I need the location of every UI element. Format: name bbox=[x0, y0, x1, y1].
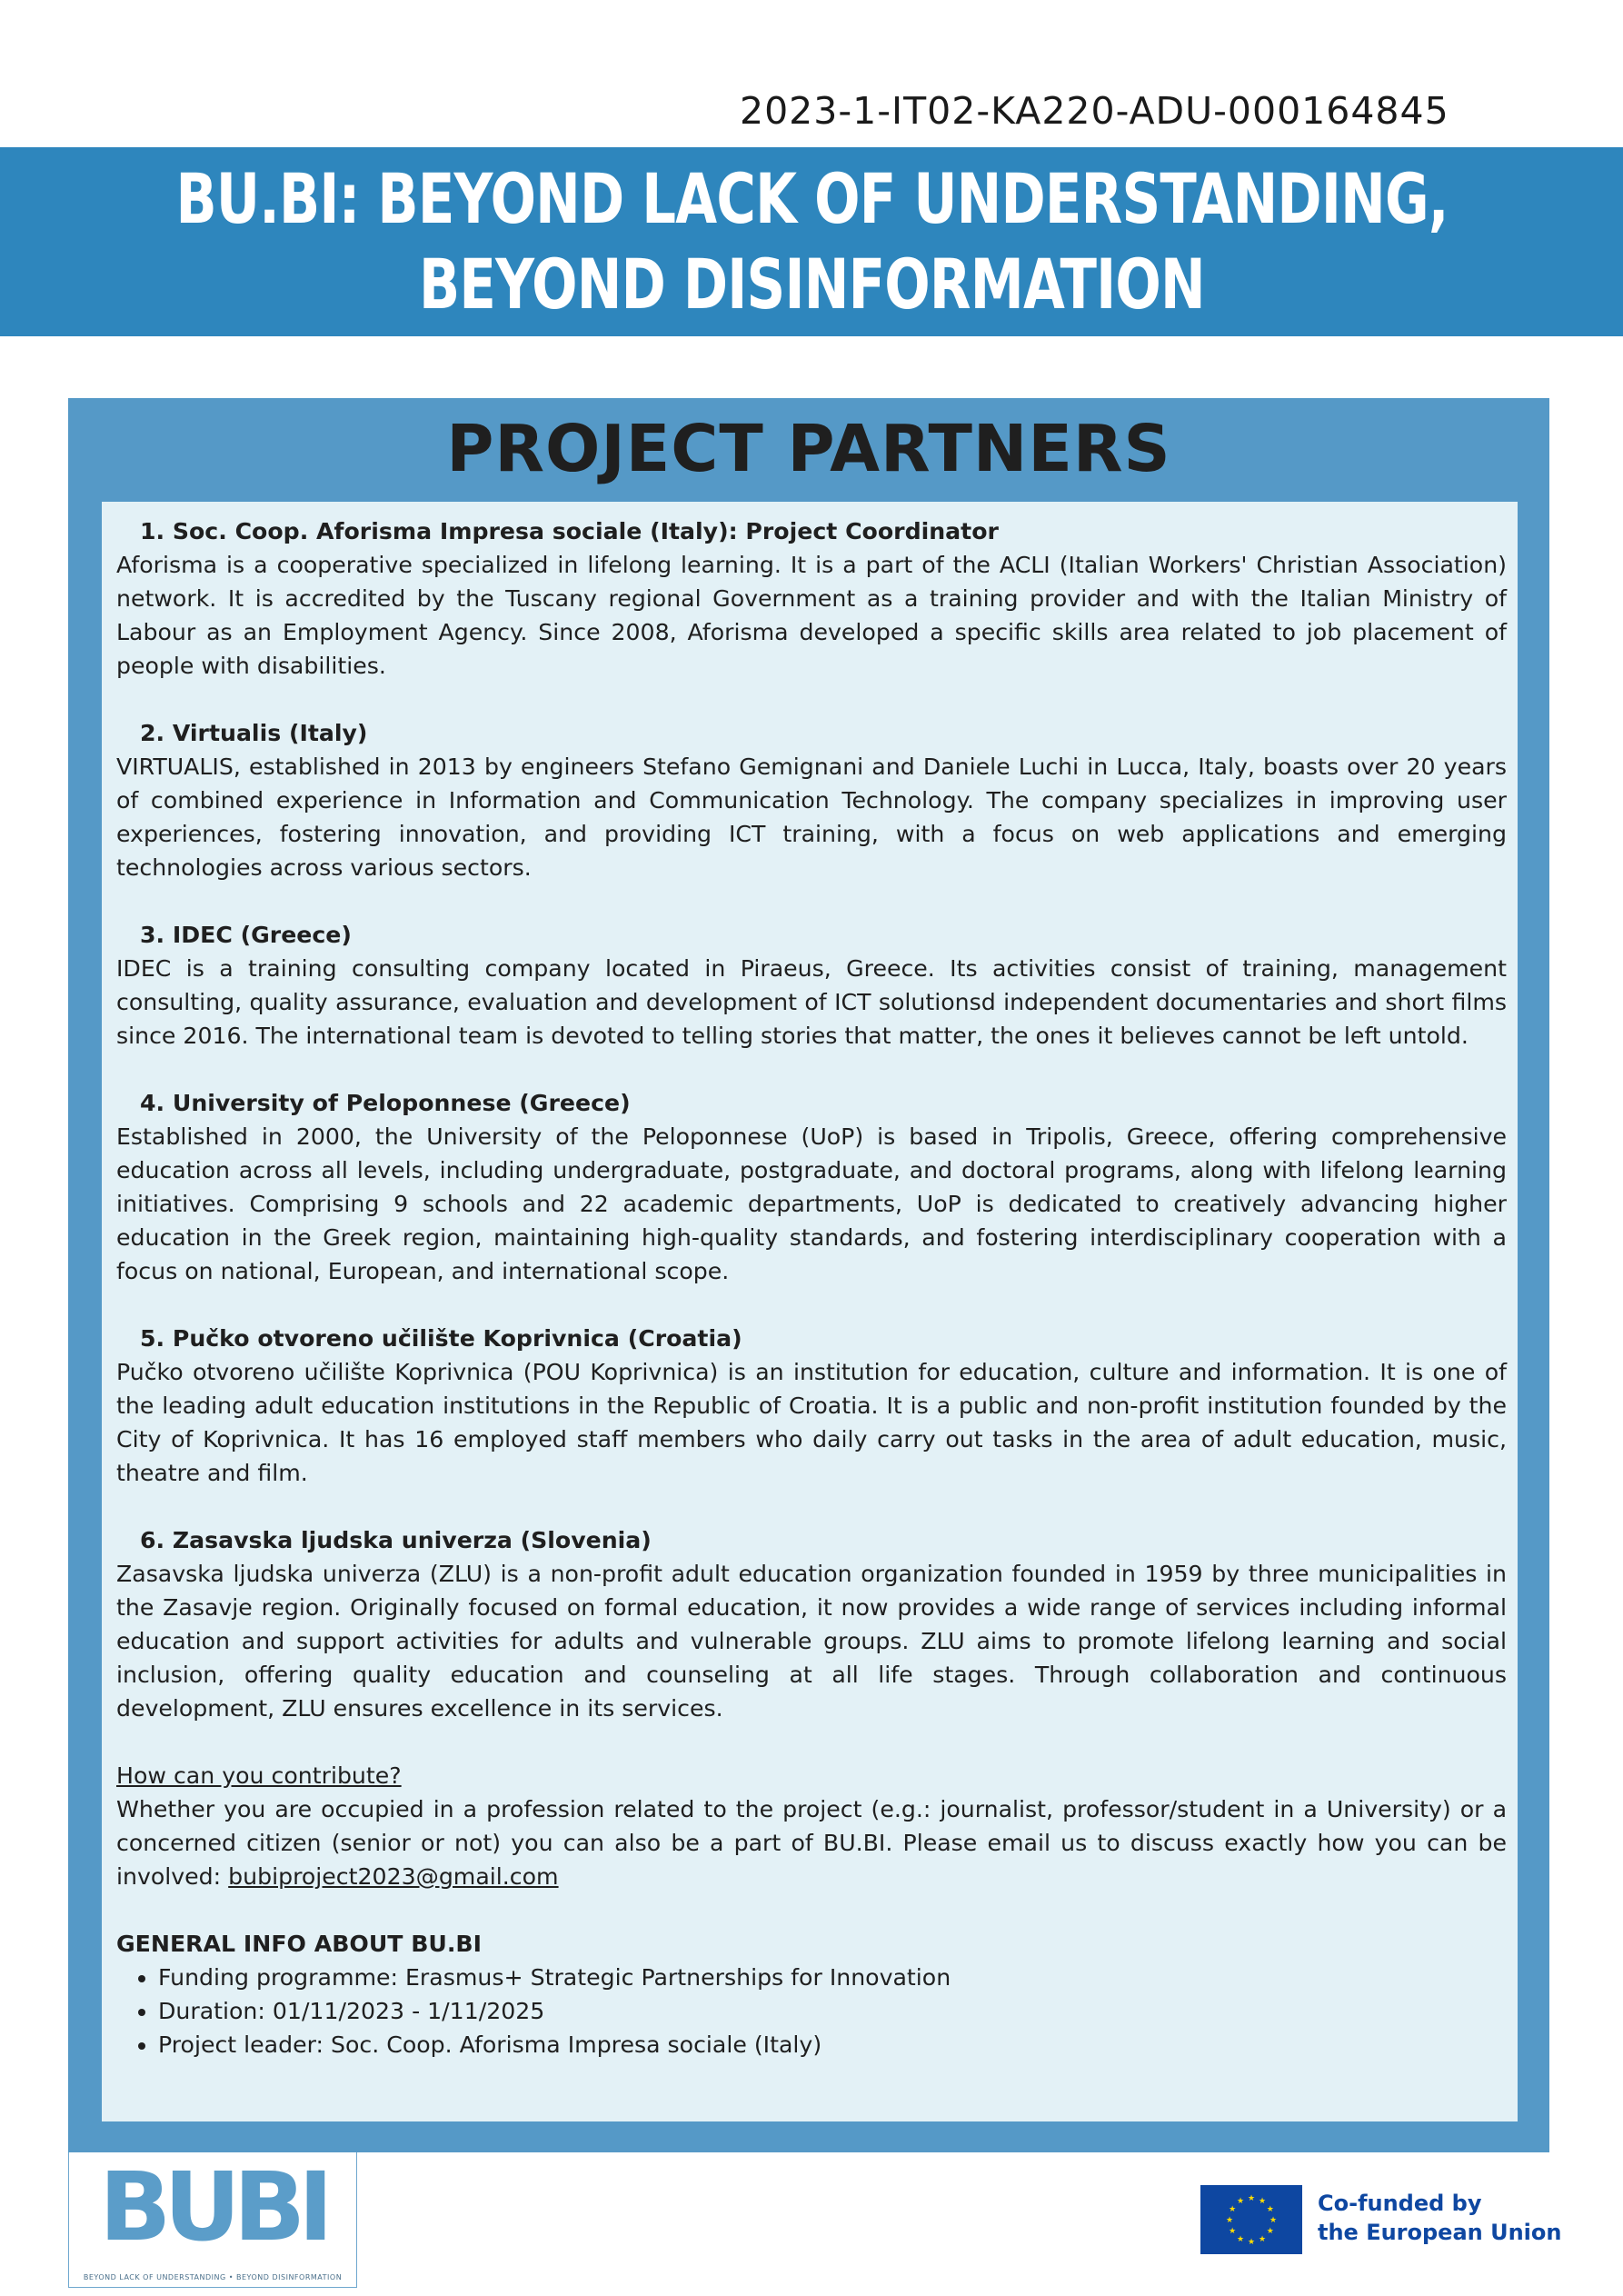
panel-heading: PROJECT PARTNERS bbox=[446, 411, 1171, 486]
contribute-paragraph bbox=[116, 1792, 1507, 1893]
eu-star-icon: ★ bbox=[1247, 2238, 1256, 2247]
partner-text: IDEC is a training consulting company located in Piraeus, Greece. Its activities consist of training, management consulting, quality assurance, evaluation and development of ICT solutionsd independent documentaries and short films since 2016. The international team is devoted to telling stories that matter, the ones it believes cannot be left untold. bbox=[116, 955, 1507, 1049]
partner-title: 5. Pučko otvoreno učilište Koprivnica (Croatia) bbox=[140, 1325, 742, 1352]
eu-cofunded-text bbox=[1318, 2189, 1561, 2247]
partner-title: 1. Soc. Coop. Aforisma Impresa sociale (Italy): Project Coordinator bbox=[140, 518, 999, 544]
eu-star-icon: ★ bbox=[1266, 2205, 1274, 2214]
partner-title: 6. Zasavska ljudska univerza (Slovenia) bbox=[140, 1527, 652, 1553]
partner-text: Aforisma is a cooperative specialized in lifelong learning. It is a part of the ACLI (Italian Workers' Christian Association) network. It is accredited by the Tuscany regional Government as a training provider and with the Italian Ministry of Labour as an Employment Agency. Since 2008, Aforisma developed a specific skills area related to job placement of people with disabilities. bbox=[116, 552, 1507, 679]
eu-star-icon: ★ bbox=[1236, 2197, 1245, 2207]
list-item: • Funding programme: Erasmus+ Strategic Partnerships for Innovation bbox=[158, 1961, 1507, 1994]
eu-star-icon: ★ bbox=[1229, 2205, 1237, 2214]
eu-star-icon: ★ bbox=[1269, 2216, 1278, 2225]
title-band bbox=[0, 147, 1623, 336]
title-line-2: BEYOND DISINFORMATION bbox=[418, 244, 1205, 324]
partner-title: 4. University of Peloponnese (Greece) bbox=[140, 1090, 631, 1116]
eu-star-icon: ★ bbox=[1258, 2197, 1267, 2207]
project-id: 2023-1-IT02-KA220-ADU-000164845 bbox=[740, 89, 1449, 133]
bubi-logo bbox=[68, 2152, 357, 2288]
eu-star-icon: ★ bbox=[1266, 2227, 1274, 2236]
eu-star-icon: ★ bbox=[1236, 2234, 1245, 2244]
list-item: • Project leader: Soc. Coop. Aforisma Impresa sociale (Italy) bbox=[158, 2028, 1507, 2061]
title-line-1: BU.BI: BEYOND LACK OF UNDERSTANDING, bbox=[174, 158, 1449, 239]
eu-line-1: Co-funded by bbox=[1318, 2191, 1482, 2216]
general-info-list bbox=[116, 1961, 1507, 2061]
partner-text: Zasavska ljudska univerza (ZLU) is a non-profit adult education organization founded in 1959 by three municipalities in the Zasavje region. Originally focused on formal education, it now provides a wide range of services including informal education and support activities for adults and vulnerable groups. ZLU aims to promote lifelong learning and social inclusion, offering quality education and counseling at all life stages. Through collaboration and continuous development, ZLU ensures excellence in its services. bbox=[116, 1561, 1507, 1722]
email-link[interactable]: bubiproject2023@gmail.com bbox=[228, 1863, 559, 1890]
eu-star-icon: ★ bbox=[1225, 2216, 1234, 2225]
partner-text: Pučko otvoreno učilište Koprivnica (POU Koprivnica) is an institution for education, culture and information. It is one of the leading adult education institutions in the Republic of Croatia. It is a public and non-profit institution founded by the City of Koprivnica. It has 16 employed staff members who daily carry out tasks in the area of adult education, music, theatre and film. bbox=[116, 1359, 1507, 1486]
partners-content bbox=[116, 514, 1507, 2061]
list-item: • Duration: 01/11/2023 - 1/11/2025 bbox=[158, 1994, 1507, 2028]
contribute-title: How can you contribute? bbox=[116, 1762, 402, 1789]
bubi-logo-word: BUBI bbox=[99, 2151, 326, 2262]
eu-star-icon: ★ bbox=[1247, 2194, 1256, 2203]
bubi-logo-tagline: BEYOND LACK OF UNDERSTANDING • BEYOND DISINFORMATION bbox=[83, 2273, 343, 2281]
eu-line-2: the European Union bbox=[1318, 2220, 1562, 2245]
eu-star-icon: ★ bbox=[1229, 2227, 1237, 2236]
eu-flag-icon bbox=[1200, 2185, 1302, 2254]
partner-text: Established in 2000, the University of the Peloponnese (UoP) is based in Tripolis, Greece, offering comprehensive education across all levels, including undergraduate, postgraduate, and doctoral programs, along with lifelong learning initiatives. Comprising 9 schools and 22 academic departments, UoP is dedicated to creatively advancing higher education in the Greek region, maintaining high-quality standards, and fostering interdisciplinary cooperation with a focus on national, European, and international scope. bbox=[116, 1123, 1507, 1284]
eu-star-icon: ★ bbox=[1258, 2234, 1267, 2244]
partner-title: 3. IDEC (Greece) bbox=[140, 922, 352, 948]
partner-text: VIRTUALIS, established in 2013 by engineers Stefano Gemignani and Daniele Luchi in Lucca, Italy, boasts over 20 years of combined experience in Information and Communication Technology. The company specializes in improving user experiences, fostering innovation, and providing ICT training, with a focus on web applications and emerging technologies across various sectors. bbox=[116, 754, 1507, 881]
partner-title: 2. Virtualis (Italy) bbox=[140, 720, 368, 746]
general-info-heading: GENERAL INFO ABOUT BU.BI bbox=[116, 1931, 483, 1957]
contribute-text: Whether you are occupied in a profession related to the project (e.g.: journalist, professor/student in a University) or a concerned citizen (senior or not) you can also be a part of BU.BI. Please email us to discuss exactly how you can be involved: bbox=[116, 1796, 1507, 1890]
